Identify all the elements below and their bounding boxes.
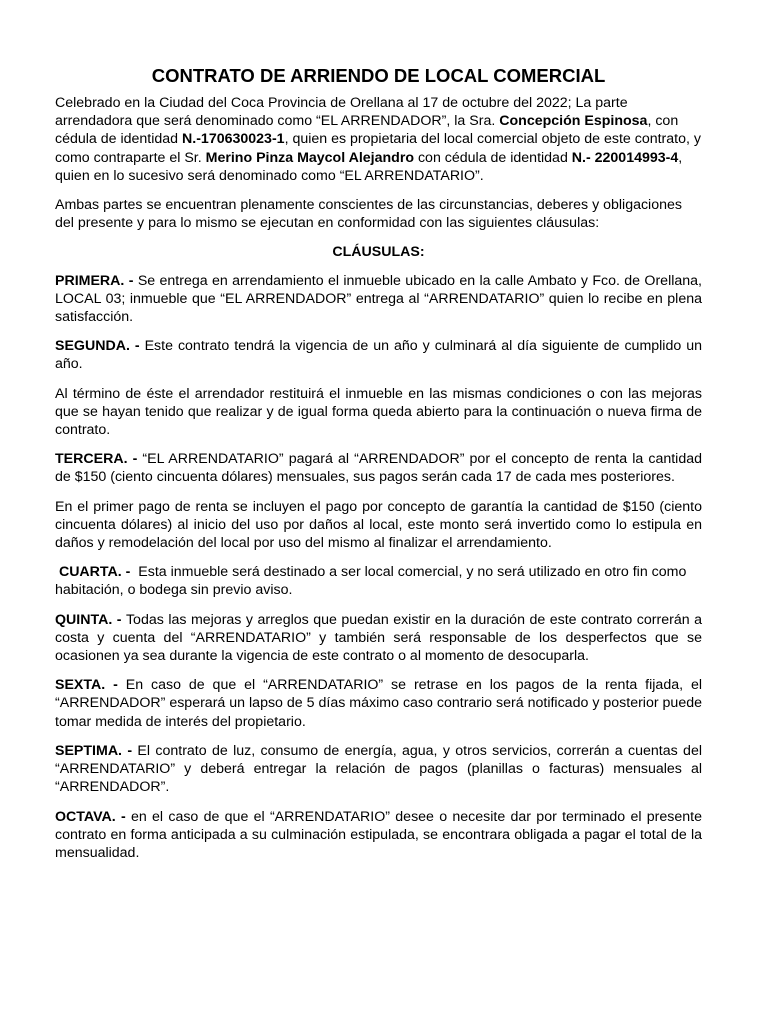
clause-label: SEPTIMA. -	[55, 742, 138, 759]
clause-text: En caso de que el “ARRENDATARIO” se retrase en los pagos de la renta fijada, el “ARRENDADOR” esperará un lapso de 5 días máximo caso contrario será notificado y posterior puede tomar medida de interés del propietario.	[55, 677, 702, 730]
clause-label: PRIMERA. -	[55, 272, 138, 289]
clause-octava	[55, 808, 702, 863]
clause-text: Este contrato tendrá la vigencia de un año y culminará al día siguiente de cumplido un año.	[55, 338, 702, 373]
clause-text: Se entrega en arrendamiento el inmueble ubicado en la calle Ambato y Fco. de Orellana, LOCAL 03; inmueble que “EL ARRENDADOR” entrega al “ARRENDATARIO” quien lo recibe en plena satisfacción.	[55, 272, 702, 326]
contract-document	[55, 64, 702, 873]
clause-primera	[55, 272, 702, 327]
landlord-name: Concepción Espinosa	[499, 113, 648, 130]
clause-quinta	[55, 611, 702, 666]
clause-cuarta	[55, 563, 702, 599]
clause-text: El contrato de luz, consumo de energía, agua, y otros servicios, correrán a cuentas del “ARRENDATARIO” y deberá entregar la relación de pagos (planillas o facturas) mensuales al “ARRENDADOR”.	[55, 742, 702, 796]
clause-text: en el caso de que el “ARRENDATARIO” desee o necesite dar por terminado el presente contrato en forma anticipada a su culminación estipulada, se encontrara obligada a pagar el total de la mensualidad.	[55, 808, 702, 861]
clause-label: QUINTA. -	[55, 611, 126, 628]
clause-label: SEGUNDA. -	[55, 338, 145, 355]
clause-text: Esta inmueble será destinado a ser local comercial, y no será utilizado en otro fin como habitación, o bodega sin previo aviso.	[55, 564, 687, 599]
preamble-paragraph: Ambas partes se encuentran plenamente conscientes de las circunstancias, deberes y obligaciones del presente y para lo mismo se ejecutan en conformidad con las siguientes cláusulas:	[55, 197, 682, 232]
landlord-id: N.-170630023-1	[182, 131, 285, 148]
clause-segunda-extra: Al término de éste el arrendador restituirá el inmueble en las mismas condiciones o con las mejoras que se hayan tenido que realizar y de igual forma queda abierto para la continuación o nueva firma de contrato.	[55, 385, 702, 439]
intro-text-4: con cédula de identidad	[414, 149, 572, 166]
clause-segunda	[55, 337, 702, 373]
clause-label: CUARTA. -	[55, 564, 135, 581]
clause-label: SEXTA. -	[55, 677, 126, 694]
clause-septima	[55, 742, 702, 797]
document-title: CONTRATO DE ARRIENDO DE LOCAL COMERCIAL	[151, 65, 606, 86]
clause-label: OCTAVA. -	[55, 808, 131, 825]
clause-sexta	[55, 676, 702, 731]
intro-text-1: Celebrado en la Ciudad del Coca Provincia de Orellana al 17 de octubre del 2022; La parte arrendadora que será denominado como “EL ARRENDADOR”, la Sra.	[55, 95, 628, 130]
clause-text: “EL ARRENDATARIO” pagará al “ARRENDADOR” por el concepto de renta la cantidad de $150 (ciento cincuenta dólares) mensuales, sus pagos serán cada 17 de cada mes posteriores.	[55, 451, 702, 486]
clause-tercera-extra: En el primer pago de renta se incluyen el pago por concepto de garantía la cantidad de $150 (ciento cincuenta dólares) al inicio del uso por daños al local, este monto será invertido como lo estipula en daños y remodelación del local por uso del mismo al finalizar el arrendamiento.	[55, 498, 702, 552]
intro-text-5: , quien en lo sucesivo será denominado como “EL ARRENDATARIO”.	[55, 149, 683, 184]
intro-text-3: , quien es propietaria del local comercial objeto de este contrato, y como contraparte el Sr.	[55, 131, 701, 166]
tenant-id: N.- 220014993-4	[571, 149, 679, 166]
tenant-name: Merino Pinza Maycol Alejandro	[205, 149, 415, 166]
clause-label: TERCERA. -	[55, 451, 143, 468]
intro-text-2: , con cédula de identidad	[55, 113, 679, 148]
clauses-heading: CLÁUSULAS:	[332, 244, 425, 261]
clause-text: Todas las mejoras y arreglos que puedan existir en la duración de este contrato correrán a costa y cuenta del “ARRENDATARIO” y también será responsable de los desperfectos que se ocasionen ya sea durante la vigencia de este contrato o al momento de desocuparla.	[55, 611, 702, 665]
intro-paragraph	[55, 94, 702, 185]
clause-tercera	[55, 450, 702, 486]
